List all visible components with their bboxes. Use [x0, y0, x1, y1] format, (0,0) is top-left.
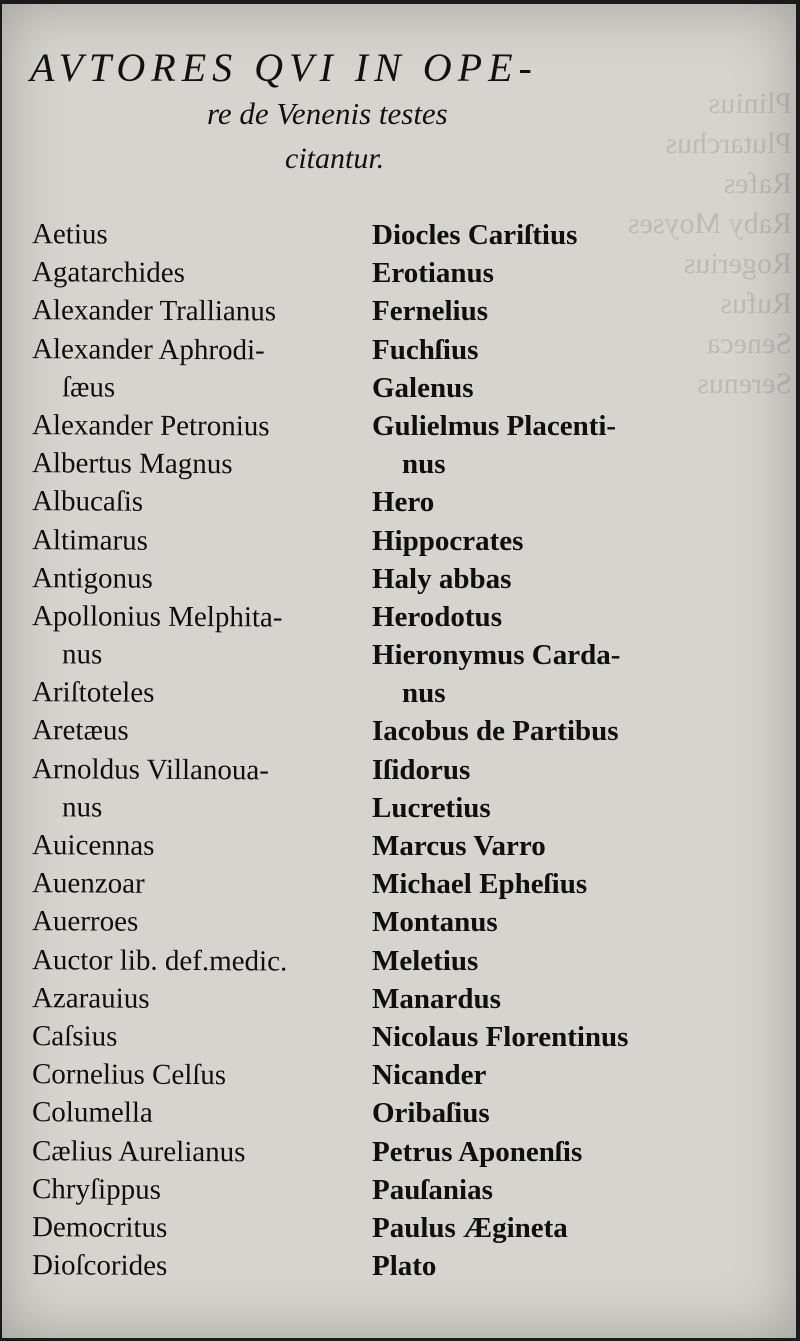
author-entry: Dioſcorides [31, 1249, 168, 1282]
author-entry: Auerroes [31, 905, 139, 939]
author-entry: Diocles Cariſtius [372, 219, 578, 251]
author-entry: Antigonus [31, 561, 153, 595]
bleed-line: Rafes [723, 167, 792, 200]
author-entry: nus [402, 448, 446, 481]
book-page [2, 4, 796, 1338]
author-entry: Cornelius Celſus [31, 1058, 227, 1092]
author-entry: Hero [372, 486, 435, 519]
author-entry: Meletius [372, 944, 479, 977]
bleed-line: Raby Moyses [627, 207, 792, 240]
author-entry: Iſidorus [372, 753, 471, 786]
author-entry: Auicennas [31, 829, 155, 862]
bleed-line: Plutarchus [665, 127, 792, 160]
bleed-line: Seneca [707, 327, 792, 360]
author-entry: Manardus [372, 982, 501, 1015]
bleed-line: Rufus [720, 287, 792, 320]
author-entry: Columella [31, 1096, 153, 1130]
author-entry: Herodotus [372, 600, 502, 633]
left-author-column [32, 216, 347, 1285]
left-author-list [32, 216, 347, 1285]
author-entry: nus [61, 638, 103, 671]
author-entry: Auenzoar [31, 867, 145, 900]
author-entry: Pauſanias [372, 1173, 493, 1206]
author-entry: Democritus [31, 1211, 168, 1244]
author-entry: Arnoldus Villanoua- [31, 752, 270, 787]
author-entry: Paulus Ægineta [372, 1211, 568, 1244]
bleed-line: Rogerius [683, 247, 792, 280]
heading-line-1: AVTORES QVI IN OPE- [30, 45, 538, 90]
author-entry: Alexander Petronius [31, 409, 270, 443]
author-entry: ſæus [61, 371, 116, 404]
author-entry: Lucretius [372, 791, 491, 824]
author-entry: Gulielmus Placenti- [372, 409, 617, 442]
author-entry: Chryſippus [31, 1172, 161, 1206]
author-entry: Alexander Trallianus [31, 294, 277, 328]
author-entry: Azarauius [31, 981, 150, 1015]
right-author-column [372, 216, 712, 1285]
author-entry: Nicander [372, 1059, 487, 1092]
author-entry: Plato [372, 1250, 437, 1283]
author-entry: Galenus [372, 371, 474, 404]
author-entry: Erotianus [372, 257, 494, 290]
right-author-list [372, 216, 712, 1285]
author-entry: Alexander Aphrodi- [31, 332, 265, 366]
author-entry: Aetius [31, 218, 108, 251]
author-entry: Montanus [372, 906, 498, 939]
author-entry: Marcus Varro [372, 830, 546, 862]
author-entry: Albertus Magnus [31, 447, 233, 481]
author-entry: Cælius Aurelianus [31, 1134, 246, 1168]
author-entry: Ariſtoteles [31, 676, 155, 710]
author-entry: Oribaſius [372, 1097, 490, 1130]
author-entry: Aretæus [31, 714, 129, 748]
author-entry: nus [402, 677, 446, 710]
author-entry: Fernelius [372, 295, 488, 328]
bleed-line: Plinius [708, 87, 792, 120]
heading-line-2: re de Venenis testes [207, 96, 448, 131]
heading-line-3: citantur. [285, 142, 385, 175]
author-entry: Michael Epheſius [372, 868, 588, 901]
author-entry: Fuchſius [372, 333, 479, 366]
bleed-line: Serenus [697, 367, 792, 400]
author-entry: Haly abbas [372, 562, 512, 595]
author-entry: Hippocrates [372, 524, 524, 557]
author-entry: Altimarus [31, 523, 149, 557]
author-entry: Caſsius [31, 1020, 118, 1053]
author-entry: Agatarchides [31, 256, 186, 290]
author-entry: Albucaſis [31, 485, 144, 519]
author-entry: Apollonius Melphita- [31, 600, 283, 634]
author-entry: Nicolaus Florentinus [372, 1020, 629, 1053]
author-entry: Auctor lib. def.medic. [31, 943, 288, 978]
author-entry: Iacobus de Partibus [372, 715, 619, 748]
author-entry: Petrus Aponenſis [372, 1135, 583, 1168]
author-entry: Hieronymus Carda- [372, 639, 621, 672]
author-entry: nus [61, 791, 103, 824]
